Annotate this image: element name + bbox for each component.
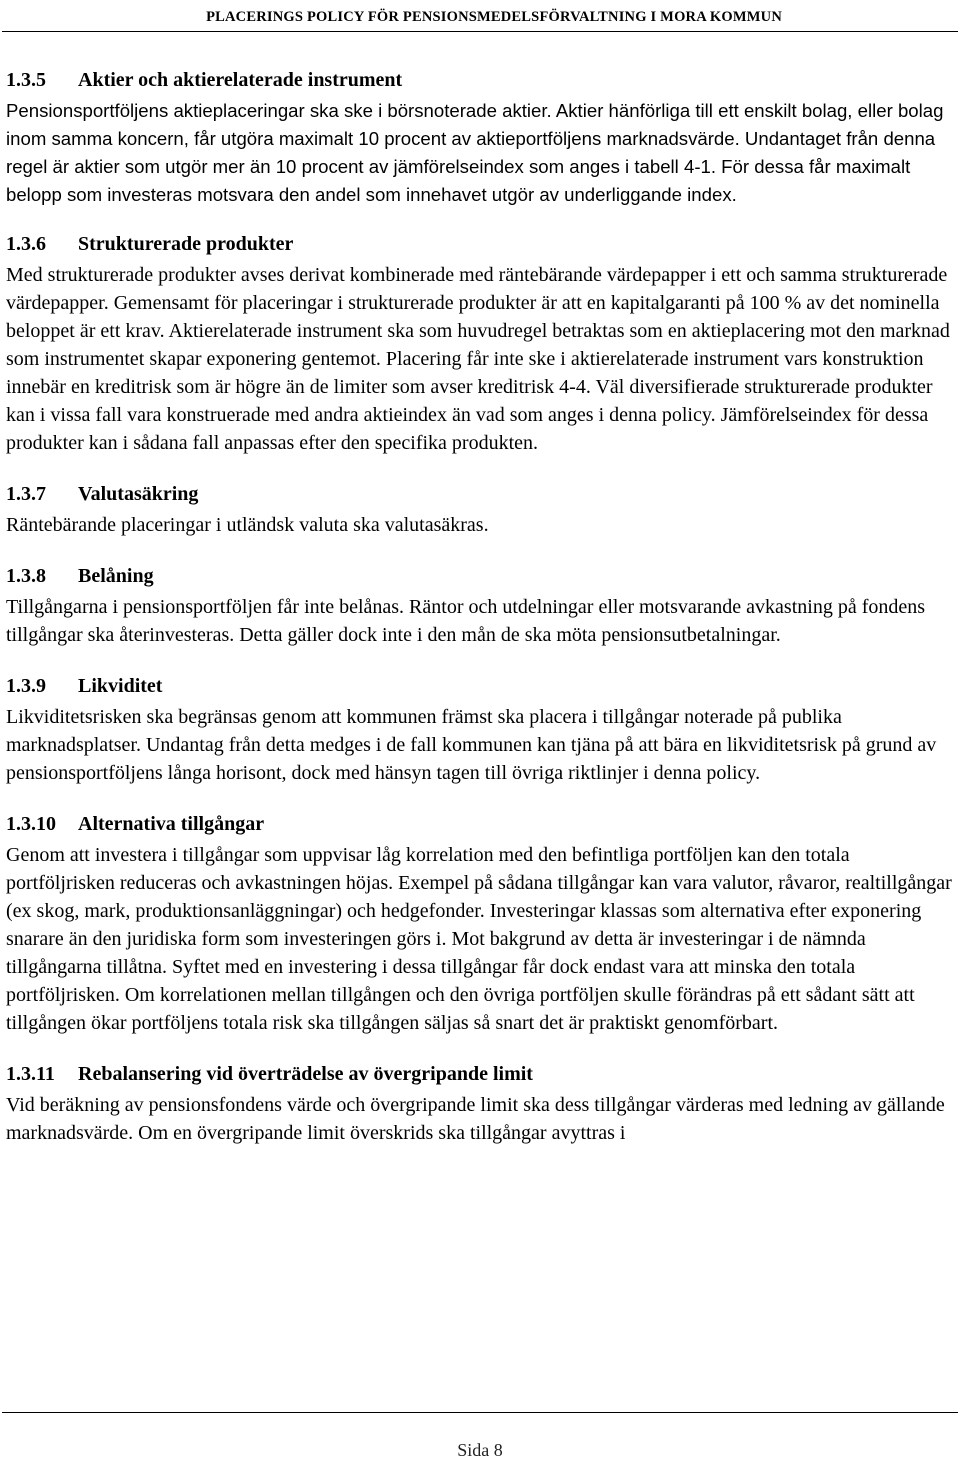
section-heading: [6, 672, 956, 700]
section-title: Strukturerade produkter: [78, 233, 294, 255]
section-number: 1.3.8: [6, 565, 46, 587]
section-title: Rebalansering vid överträdelse av övergripande limit: [78, 1063, 533, 1085]
section-title: Alternativa tillgångar: [78, 813, 265, 835]
section-alternativa-tillgangar: [6, 810, 956, 1037]
section-strukturerade-produkter: [6, 230, 956, 457]
section-paragraph: Räntebärande placeringar i utländsk valuta ska valutasäkras.: [6, 514, 489, 536]
section-paragraph-text: Pensionsportföljens aktieplaceringar ska ske i börsnoterade aktier. Aktier hänförliga till ett enskilt bolag, eller bolag inom samma koncern, får utgöra maximalt 10 procent av aktieportföljens marknadsvärde. Undantaget från denna regel är aktier som utgör mer än 10 procent av jämförelseindex som anges i tabell 4-1. För dessa får maximalt belopp som investeras motsvara den andel som innehavet utgör av underliggande index.: [6, 100, 944, 205]
document-title: PLACERINGS POLICY FÖR PENSIONSMEDELSFÖRVALTNING I MORA KOMMUN: [206, 9, 782, 25]
section-heading: [6, 66, 956, 94]
section-title: Valutasäkring: [78, 483, 199, 505]
section-title: Belåning: [78, 565, 154, 587]
section-title: Aktier och aktierelaterade instrument: [78, 69, 403, 91]
section-heading: [6, 480, 956, 508]
section-number: 1.3.10: [6, 813, 56, 835]
section-number: 1.3.7: [6, 483, 46, 505]
section-heading: [6, 230, 956, 258]
page-header: [0, 0, 960, 32]
section-paragraph: Med strukturerade produkter avses derivat kombinerade med räntebärande värdepapper i ett och samma strukturerade värdepapper. Gemensamt för placeringar i strukturerade produkter är att en kapitalgaranti på 100 % av det nominella beloppet är ett krav. Aktierelaterade instrument ska som huvudregel betraktas som en aktieplacering mot den marknad som instrumentet skapar exponering gentemot. Placering får inte ske i aktierelaterade instrument vars konstruktion innebär en kreditrisk som är högre än de limiter som avser kreditrisk 4-4. Väl diversifierade strukturerade produkter kan i vissa fall vara konstruerade med andra aktieindex än vad som anges i denna policy. Jämförelseindex för dessa produkter kan i sådana fall anpassas efter den specifika produkten.: [6, 264, 950, 454]
section-paragraph: Vid beräkning av pensionsfondens värde och övergripande limit ska dess tillgångar värderas med ledning av gällande marknadsvärde. Om en övergripande limit överskrids ska tillgångar avyttras i: [6, 1094, 945, 1144]
section-paragraph: [6, 97, 956, 209]
page-footer: [0, 1428, 960, 1460]
section-valutasakring: [6, 480, 956, 539]
section-heading: [6, 562, 956, 590]
section-rebalansering: [6, 1060, 956, 1147]
section-paragraph: Likviditetsrisken ska begränsas genom att kommunen främst ska placera i tillgångar noterade på publika marknadsplatser. Undantag från detta medges i de fall kommunen kan tjäna på att bära en likviditetsrisk på grund av pensionsportföljens långa horisont, dock med hänsyn tagen till övriga riktlinjer i denna policy.: [6, 706, 937, 784]
section-paragraph: Tillgångarna i pensionsportföljen får inte belånas. Räntor och utdelningar eller motsvarande avkastning på fondens tillgångar ska återinvesteras. Detta gäller dock inte i den mån de ska möta pensionsutbetalningar.: [6, 596, 926, 646]
section-number: 1.3.9: [6, 675, 46, 697]
page-number: Sida 8: [457, 1440, 503, 1460]
footer-divider: [2, 1412, 958, 1413]
section-paragraph: Genom att investera i tillgångar som uppvisar låg korrelation med den befintliga portföljen kan den totala portföljrisken reduceras och avkastningen höjas. Exempel på sådana tillgångar kan vara valutor, råvaror, realtillgångar (ex skog, mark, produktionsanläggningar) och hedgefonder. Investeringar klassas som alternativa efter exponering snarare än den juridiska form som investeringen görs i. Mot bakgrund av detta är investeringar i de nämnda tillgångarna tillåtna. Syftet med en investering i dessa tillgångar får dock endast vara att minska den totala portföljrisken. Om korrelationen mellan tillgången och den övriga portföljen skulle förändras på ett sådant sätt att tillgången ökar portföljens totala risk ska tillgången säljas så snart det är praktiskt genomförbart.: [6, 844, 952, 1034]
section-aktier: [6, 66, 956, 209]
section-heading: [6, 1060, 956, 1088]
section-heading: [6, 810, 956, 838]
section-belaning: [6, 562, 956, 649]
section-number: 1.3.6: [6, 233, 46, 255]
section-title: Likviditet: [78, 675, 163, 697]
section-number: 1.3.5: [6, 69, 46, 91]
header-divider: [2, 31, 958, 32]
section-likviditet: [6, 672, 956, 787]
document-body: [6, 66, 956, 1147]
section-number: 1.3.11: [6, 1063, 55, 1085]
